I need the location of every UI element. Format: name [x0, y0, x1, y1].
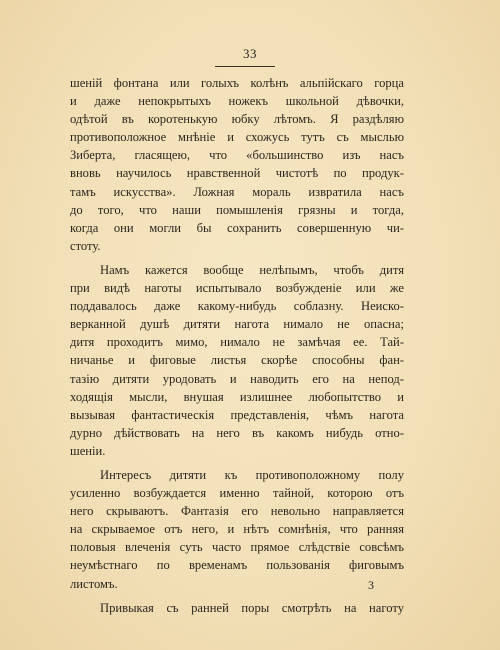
text-line: усиленно возбуждается именно тайной, которою отъ	[70, 486, 404, 501]
text-line: одѣтой въ коротенькую юбку лѣтомъ. Я раздѣляю	[70, 112, 404, 127]
text-line: стоту.	[70, 238, 101, 253]
text-line: него скрываютъ. Фантазія его невольно направляется	[70, 504, 404, 519]
paragraph	[70, 74, 404, 255]
text-line: и даже непокрытыхъ ножекъ школьной дѣвочки,	[70, 94, 404, 109]
text-line: вызывая фантастическія представленія, чѣмъ нагота	[70, 407, 404, 422]
text-line: на скрываемое отъ него, и нѣтъ сомнѣнія, что ранняя	[70, 522, 404, 537]
text-line: до того, что наши помышленія грязны и тогда,	[70, 202, 404, 217]
text-line: ничанье и фиговые листья скорѣе способны фан-	[70, 353, 404, 368]
text-line: шеній фонтана или голыхъ колѣнъ альпійскаго горца	[70, 76, 404, 90]
text-line: тамъ искусства». Ложная мораль извратила насъ	[70, 184, 404, 199]
text-line: тазію дитяти уродовать и наводить его на непод-	[70, 371, 404, 386]
page-number-rule	[215, 66, 275, 67]
text-line: дитя проходитъ мимо, нимало не замѣчая ее. Тай-	[70, 335, 404, 350]
text-line: неумѣстнаго по временамъ пользованія фиговымъ	[70, 558, 404, 573]
paragraph	[70, 599, 404, 617]
text-line: при видѣ наготы испытывало возбужденіе или же	[70, 281, 404, 296]
text-line: поддавалось даже какому-нибудь соблазну. Неиско-	[70, 299, 404, 314]
text-line: когда они могли бы сохранить совершенную чи-	[70, 220, 404, 235]
text-line: Намъ кажется вообще нелѣпымъ, чтобъ дитя	[100, 262, 404, 277]
signature-mark: 3	[368, 578, 374, 592]
text-line: шеніи.	[70, 443, 106, 458]
text-line: Интересъ дитяти къ противоположному полу	[100, 467, 404, 482]
page-number: 33	[243, 46, 257, 61]
text-line: дурно дѣйствовать на него въ какомъ нибудь отно-	[70, 425, 404, 440]
text-line: Зиберта, гласящею, что «большинство изъ насъ	[70, 148, 404, 163]
text-line: ходящія мысли, внушая излишнее любопытство и	[70, 389, 404, 404]
text-line: листомъ.	[70, 576, 118, 591]
text-line: верканной душѣ дитяти нагота нимало не опасна;	[70, 317, 404, 332]
text-line: противоположное мнѣніе и схожусь тутъ съ мыслью	[70, 130, 404, 145]
text-line: половыя влеченія суть часто прямое слѣдствіе совсѣмъ	[70, 540, 404, 555]
body-text	[70, 74, 404, 623]
text-line: Привыкая съ ранней поры смотрѣть на наготу	[100, 600, 404, 615]
paragraph	[70, 261, 404, 460]
text-line: вновь научилось нравственной чистотѣ по продук-	[70, 166, 404, 181]
paragraph	[70, 466, 404, 593]
